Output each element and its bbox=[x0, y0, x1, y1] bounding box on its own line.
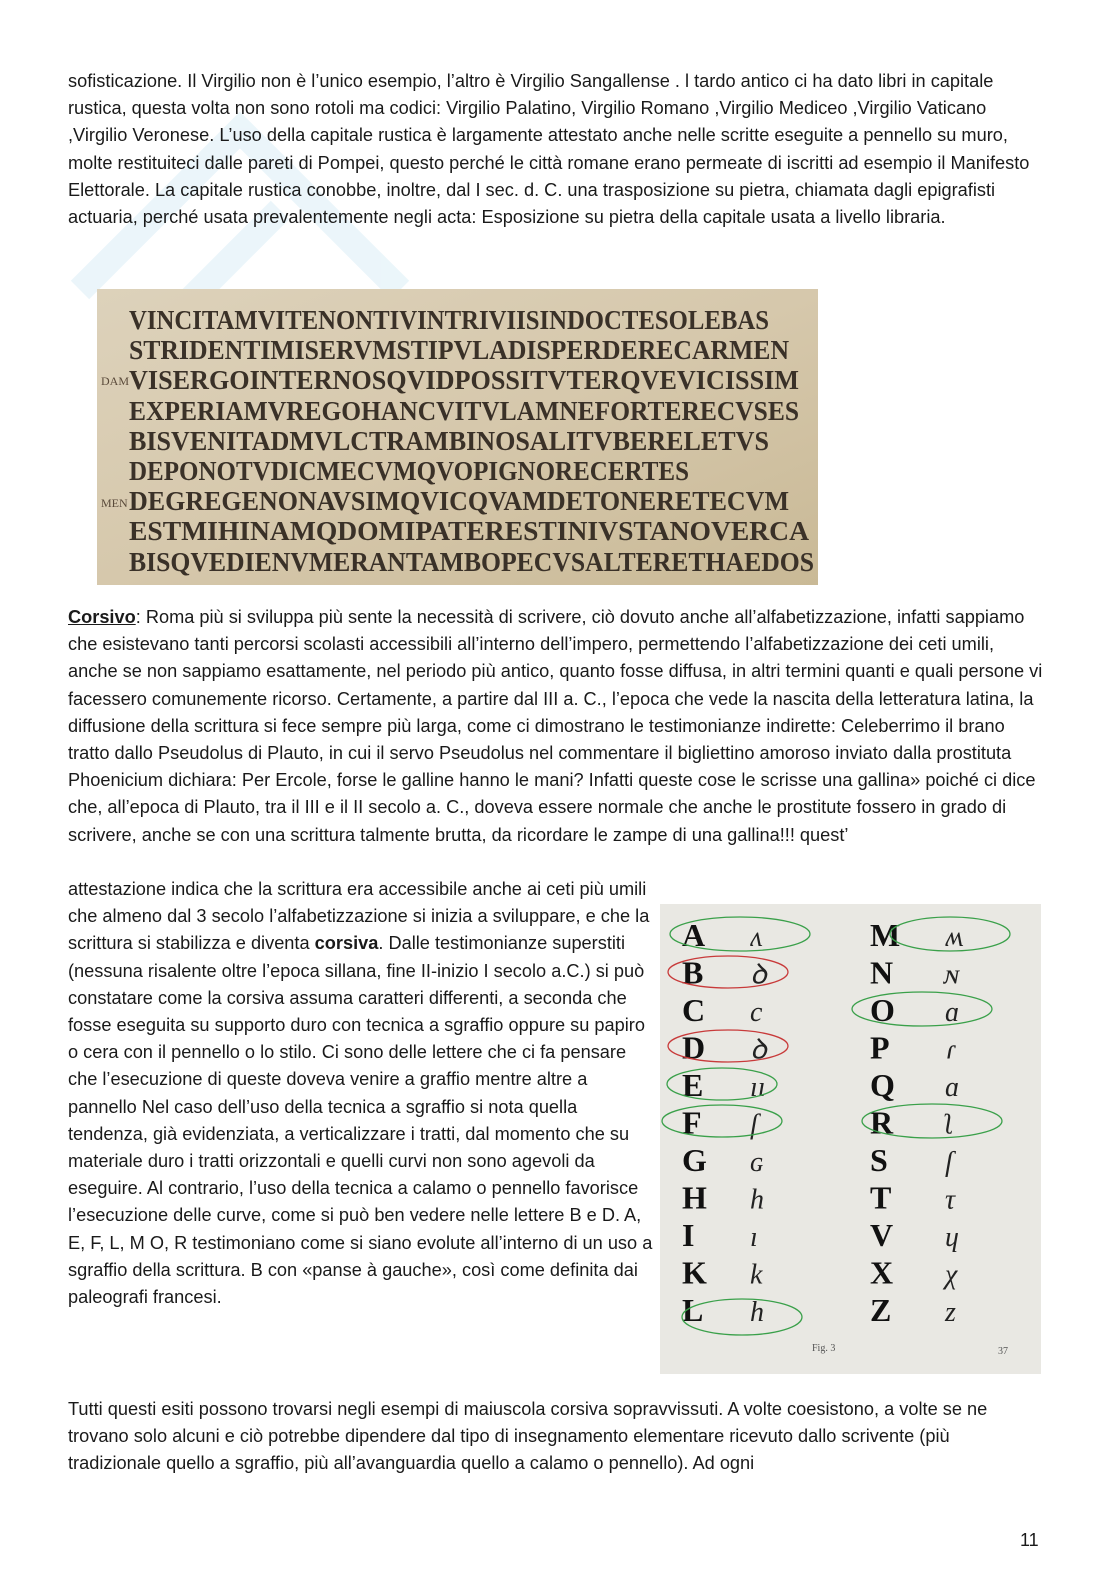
capital-letter: O bbox=[870, 992, 895, 1028]
paragraph-corsivo-text: : Roma più si sviluppa più sente la necessità di scrivere, ciò dovuto anche all’alfabetizzazione, infatti sappiamo che esistevano tanti percorsi scolasti accessibili all’interno dell’impero, permettendo l’alfabetizzazione dei ceti umili, anche se non sappiamo esattamente, nel periodo più antico, quanto fosse diffusa, in altri termini quanti e quali persone vi facessero comunemente ricorso. Certamente, a partire dal III a. C., l’epoca che vede la nascita della letteratura latina, la diffusione della scrittura si fece sempre più larga, come ci dimostrano le testimonianze indirette: Celeberrimo il brano tratto dallo Pseudolus di Plauto, in cui il servo Pseudolus nel commentare il bigliettino amoroso inviato dalla prostituta Phoenicium dichiara: Per Ercole, forse le galline hanno le mani? Infatti queste cose le scrisse una gallina» poiché ci dice che, all’epoca di Plauto, tra il III e il II secolo a. C., doveva essere normale che anche le prostitute fossero in grado di scrivere, anche se con una scrittura talmente brutta, da ricordare le zampe di una gallina!!! quest’ bbox=[68, 607, 1043, 845]
cursive-letter: c bbox=[750, 997, 763, 1028]
paragraph-text: . Dalle testimonianze superstiti (nessuna risalente oltre l’epoca sillana, fine II-inizio I secolo a.C.) si può constatare come la corsiva assuma caratteri differenti, a seconda che fosse eseguita su supporto duro con tecnica a sgraffio oppure su papiro o cera con il pennello o lo stilo. Ci sono delle lettere che ci fa pensare che l’esecuzione di queste doveva venire a graffio mentre altre a pannello Nel caso dell’uso della tecnica a sgraffio si nota quella tendenza, già evidenziata, a verticalizzare i tratti, dal momento che su materiale duro i tratti orizzontali e quelli curvi non sono agevoli da eseguire. Al contrario, l’uso della tecnica a calamo o pennello favorisce l’esecuzione delle curve, come si può ben vedere nelle lettere B e D. A, E, F, L, M O, R testimoniano come si siano evolute all’interno di un uso a sgraffio della scrittura. B con «panse à gauche», così come definita dai paleografi francesi. bbox=[68, 933, 653, 1308]
figure-caption: Fig. 3 bbox=[812, 1343, 836, 1354]
cursive-letter: ıı bbox=[750, 1072, 766, 1103]
cursive-letter: ı bbox=[750, 1222, 758, 1253]
figure-page-ref: 37 bbox=[998, 1346, 1008, 1357]
capital-letter: H bbox=[682, 1179, 707, 1216]
capital-letter: P bbox=[870, 1029, 890, 1066]
cursive-letter: z bbox=[945, 1297, 956, 1328]
paragraph-maiuscola-corsiva: Tutti questi esiti possono trovarsi negli esempi di maiuscola corsiva sopravvissuti. A volte coesistono, a volte se ne trovano solo alcuni e ciò potrebbe dipendere dal tipo di insegnamento elementare ricevuto dallo scrivente (più tradizionale quello a sgraffio, più all’avanguardia quello a calamo o pennello). Ad ogni bbox=[68, 1399, 988, 1474]
capital-letter: E bbox=[682, 1067, 704, 1103]
cursive-letter: χ bbox=[945, 1259, 958, 1291]
capital-letter: V bbox=[870, 1217, 894, 1253]
cursive-letter: ſ bbox=[945, 1147, 953, 1178]
cursive-letter: ɑ bbox=[945, 997, 959, 1028]
figure-capitale-rustica-manuscript bbox=[97, 289, 818, 585]
cursive-letter: ɥ bbox=[945, 1222, 959, 1253]
capital-letter: X bbox=[870, 1254, 894, 1291]
cursive-letter: k bbox=[750, 1259, 763, 1291]
capital-letter: R bbox=[870, 1104, 894, 1141]
cursive-letter: ʍ bbox=[945, 922, 964, 953]
cursive-letter: ʅ bbox=[945, 1109, 953, 1141]
cursive-letter: ʌ bbox=[750, 922, 763, 953]
capital-letter: A bbox=[682, 917, 706, 953]
capital-letter: L bbox=[682, 1292, 704, 1328]
paragraph-corsiva-techniques bbox=[68, 876, 653, 1311]
capital-letter: S bbox=[870, 1142, 888, 1178]
capital-letter: I bbox=[682, 1217, 695, 1253]
manuscript-line: VINCITAMVITENONTIVINTRIVIISINDOCTESOLEBAS bbox=[129, 305, 769, 335]
paragraph-capitale-rustica: sofisticazione. Il Virgilio non è l’unico esempio, l’altro è Virgilio Sangallense . l tardo antico ci ha dato libri in capitale rustica, questa volta non sono rotoli ma codici: Virgilio Palatino, Virgilio Romano ,Virgilio Mediceo ,Virgilio Vaticano ,Virgilio Veronese. L’uso della capitale rustica è largamente attestato anche nelle scritte eseguite a pennello su muro, molte restituiteci dalle pareti di Pompei, questo perché le città romane erano permeate di iscritti ad esempio il Manifesto Elettorale. La capitale rustica conobbe, inoltre, dal I sec. d. C. una trasposizione su pietra, chiamata dagli epigrafisti actuaria, perché usata prevalentemente negli acta: Esposizione su pietra della capitale usata a livello libraria. bbox=[68, 71, 1030, 228]
cursive-letter: ꝺ bbox=[750, 1034, 767, 1066]
capital-letter: T bbox=[870, 1179, 892, 1216]
manuscript-line: DEPONOTVDICMECVMQVOPIGNORECERTES bbox=[129, 456, 689, 486]
capital-letter: N bbox=[870, 954, 894, 991]
cursive-letter: ſ bbox=[750, 1109, 758, 1141]
manuscript-line: VISERGOINTERNOSQVIDPOSSITVTERQVEVICISSIM bbox=[129, 365, 799, 395]
figure-cursive-alphabet-table bbox=[660, 904, 1041, 1374]
manuscript-line: BISQVEDIENVMERANTAMBOPECVSALTERETHAEDOS bbox=[129, 547, 814, 577]
capital-letter: M bbox=[870, 917, 901, 953]
margin-mark: DAM bbox=[101, 374, 130, 388]
manuscript-line: EXPERIAMVREGOHANCVITVLAMNEFORTERECVSES bbox=[129, 396, 799, 426]
capital-letter: Z bbox=[870, 1292, 892, 1328]
cursive-letter: h bbox=[750, 1184, 764, 1216]
capital-letter: B bbox=[682, 954, 704, 991]
manuscript-line: DEGREGENONAVSIMQVICQVAMDETONERETECVM bbox=[129, 486, 789, 516]
cursive-letter: ɑ bbox=[945, 1072, 959, 1103]
cursive-letter: h bbox=[750, 1297, 764, 1328]
capital-letter: G bbox=[682, 1142, 707, 1178]
capital-letter: D bbox=[682, 1029, 706, 1066]
corsiva-bold-term: corsiva bbox=[314, 933, 379, 954]
capital-letter: K bbox=[682, 1254, 707, 1291]
paragraph-text: attestazione indica che la scrittura era accessibile anche ai ceti più umili che almeno dal 3 secolo l’alfabetizzazione si inizia a sviluppare, e che la scrittura si stabilizza e diventa bbox=[68, 879, 650, 954]
manuscript-line: ESTMIHINAMQDOMIPATERESTINIVSTANOVERCA bbox=[129, 516, 810, 546]
cursive-letter: ɾ bbox=[945, 1034, 956, 1066]
manuscript-line: STRIDENTIMISERVMSTIPVLADISPERDERECARMEN bbox=[129, 335, 790, 365]
cursive-letter: τ bbox=[945, 1184, 956, 1216]
corsivo-heading: Corsivo bbox=[68, 607, 136, 627]
margin-mark: MEN bbox=[101, 496, 128, 510]
cursive-letter: ꝺ bbox=[750, 959, 767, 991]
page-number: 11 bbox=[1020, 1530, 1039, 1550]
capital-letter: C bbox=[682, 992, 706, 1028]
cursive-letter: ɴ bbox=[945, 959, 960, 991]
paragraph-corsivo bbox=[68, 604, 1043, 849]
manuscript-line: BISVENITADMVLCTRAMBINOSALITVBERELETVS bbox=[129, 426, 769, 456]
cursive-letter: ɢ bbox=[750, 1147, 764, 1178]
capital-letter: Q bbox=[870, 1067, 895, 1103]
capital-letter: F bbox=[682, 1104, 702, 1141]
